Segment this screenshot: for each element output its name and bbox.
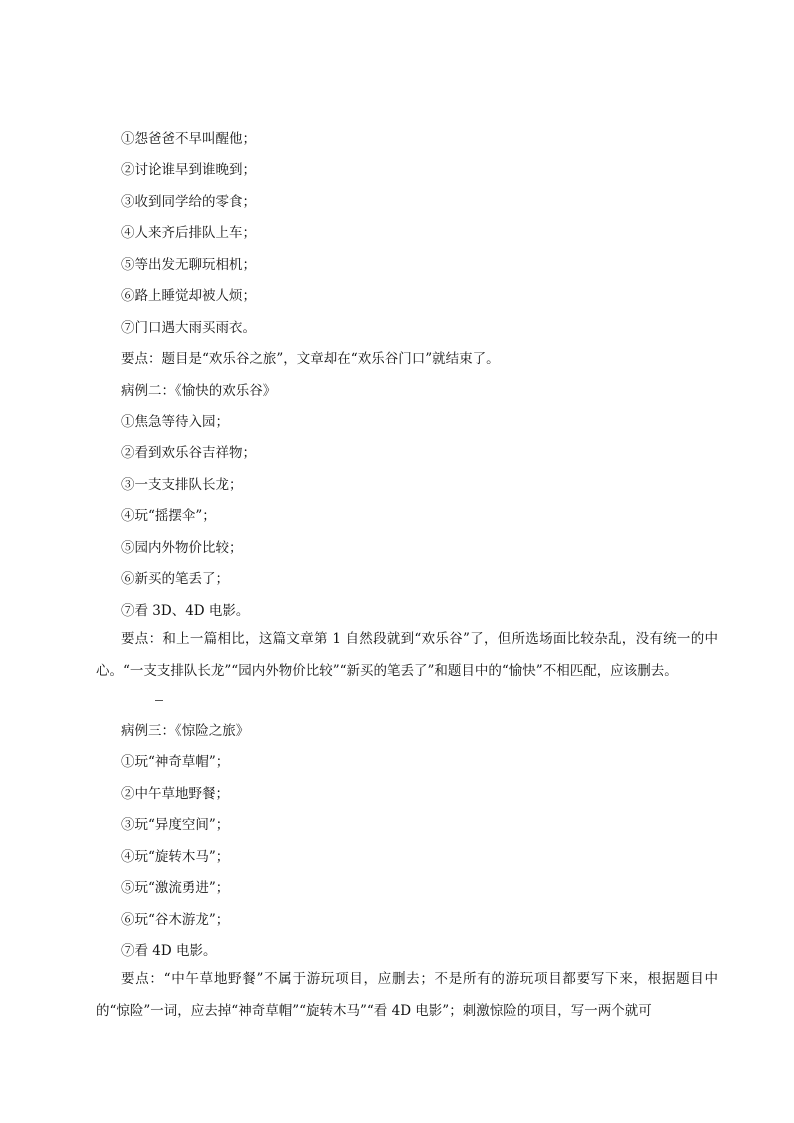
list-item: ①怨爸爸不早叫醒他； bbox=[121, 131, 256, 147]
list-item: ⑥新买的笔丢了； bbox=[121, 571, 229, 587]
list-item: ②讨论谁早到谁晚到； bbox=[121, 162, 256, 178]
key-point-paragraph: 要点：“中午草地野餐”不属于游玩项目，应删去；不是所有的游玩项目都要写下来，根据题目中的“惊险”一词，应去掉“神奇草帽”“旋转木马”“看 4D 电影”；刺激惊险的项目，写一两个就可 bbox=[96, 971, 718, 1019]
list-item: ④玩“摇摆伞”； bbox=[121, 508, 216, 524]
list-item: ③一支支排队长龙； bbox=[121, 477, 243, 493]
list-item: ①焦急等待入园； bbox=[121, 414, 229, 430]
list-item: ⑦看 4D 电影。 bbox=[121, 943, 217, 959]
paragraph-mark bbox=[155, 700, 163, 701]
list-item: ⑦门口遇大雨买雨衣。 bbox=[121, 320, 256, 336]
list-item: ③收到同学给的零食； bbox=[121, 194, 256, 210]
list-item: ②中午草地野餐； bbox=[121, 786, 229, 802]
list-item: ⑦看 3D、4D 电影。 bbox=[121, 603, 250, 619]
case-title: 病例三：《惊险之旅》 bbox=[121, 723, 250, 739]
list-item: ②看到欢乐谷吉祥物； bbox=[121, 445, 256, 461]
list-item: ⑤玩“激流勇进”； bbox=[121, 880, 230, 896]
list-item: ④人来齐后排队上车； bbox=[121, 225, 256, 241]
case-title: 病例二：《愉快的欢乐谷》 bbox=[121, 383, 277, 399]
list-item: ④玩“旋转木马”； bbox=[121, 849, 230, 865]
list-item: ③玩“异度空间”； bbox=[121, 817, 230, 833]
list-item: ⑤等出发无聊玩相机； bbox=[121, 257, 256, 273]
list-item: ⑥玩“谷木游龙”； bbox=[121, 912, 230, 928]
list-item: ⑥路上睡觉却被人烦； bbox=[121, 288, 256, 304]
key-point: 要点：题目是“欢乐谷之旅”，文章却在“欢乐谷门口”就结束了。 bbox=[121, 351, 500, 367]
list-item: ①玩“神奇草帽”； bbox=[121, 754, 230, 770]
key-point-paragraph: 要点：和上一篇相比，这篇文章第 1 自然段就到“欢乐谷”了，但所选场面比较杂乱，没有统一的中心。“一支支排队长龙”“园内外物价比较”“新买的笔丢了”和题目中的“愉快”不相匹配，应该删去。 bbox=[96, 631, 718, 679]
list-item: ⑤园内外物价比较； bbox=[121, 540, 243, 556]
